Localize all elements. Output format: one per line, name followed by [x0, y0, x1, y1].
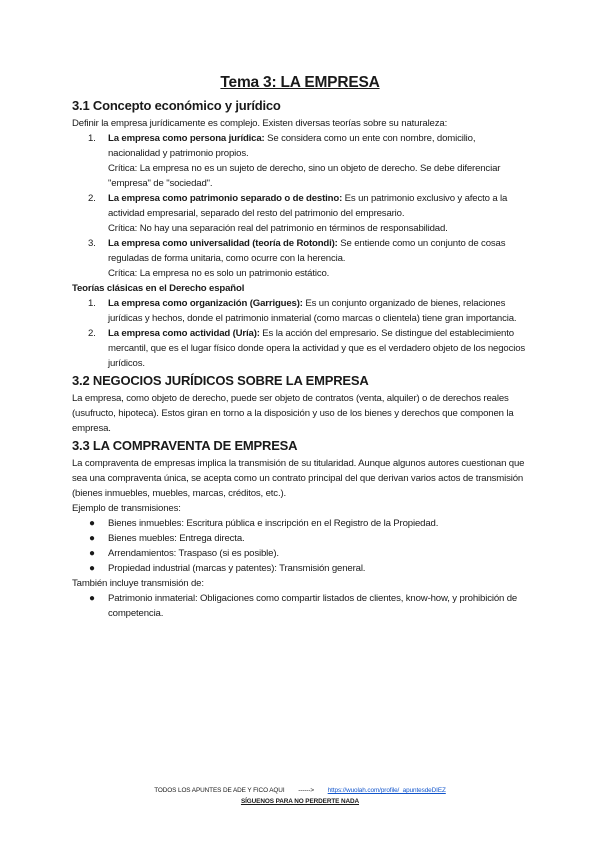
- list-item: [72, 546, 528, 561]
- classic-theories-list: [72, 296, 528, 371]
- item-text: Propiedad industrial (marcas y patentes): Transmisión general.: [108, 563, 366, 574]
- list-item: [72, 191, 528, 236]
- bullet-icon: ●: [89, 533, 95, 544]
- list-item: [72, 236, 528, 281]
- section-heading-3-2: 3.2 NEGOCIOS JURÍDICOS SOBRE LA EMPRESA: [72, 373, 369, 388]
- item-text: Bienes muebles: Entrega directa.: [108, 533, 245, 544]
- list-number: 2.: [88, 193, 96, 204]
- footer-line: [0, 785, 600, 796]
- footer-text: TODOS LOS APUNTES DE ADE Y FICO AQUI: [154, 787, 285, 794]
- item-text: Patrimonio inmaterial: Obligaciones como compartir listados de clientes, know-how, y prohibición de competencia.: [108, 593, 518, 619]
- list-item: [72, 531, 528, 546]
- also-includes-list: [72, 591, 528, 621]
- item-text: Es un patrimonio exclusivo y afecto a la actividad empresarial, separado del resto del patrimonio del empresario.: [108, 193, 508, 219]
- section-heading-3-1: 3.1 Concepto económico y jurídico: [72, 98, 281, 113]
- list-item: [72, 326, 528, 371]
- theories-list: [72, 131, 528, 281]
- document-page: [72, 72, 528, 621]
- bullet-icon: ●: [89, 563, 95, 574]
- list-number: 3.: [88, 238, 96, 249]
- item-term: La empresa como organización (Garrigues):: [108, 298, 303, 309]
- section-heading-3-3: 3.3 LA COMPRAVENTA DE EMPRESA: [72, 438, 298, 453]
- item-text: Es la acción del empresario. Se distingue del establecimiento mercantil, que es el lugar físico donde opera la actividad y que es el verdadero objeto de los negocios jurídicos.: [108, 328, 526, 369]
- classic-theories-subheading: Teorías clásicas en el Derecho español: [72, 283, 245, 294]
- item-term: La empresa como actividad (Uría):: [108, 328, 260, 339]
- item-critica: Crítica: No hay una separación real del patrimonio en términos de responsabilidad.: [108, 223, 448, 234]
- footer-arrow: ------>: [298, 787, 314, 794]
- list-number: 2.: [88, 328, 96, 339]
- list-item: [72, 591, 528, 621]
- list-item: [72, 296, 528, 326]
- item-text: Se entiende como un conjunto de cosas reguladas de forma unitaria, como ocurre con la herencia.: [108, 238, 506, 264]
- list-item: [72, 131, 528, 191]
- item-text: Arrendamientos: Traspaso (si es posible).: [108, 548, 279, 559]
- bullet-icon: ●: [89, 518, 95, 529]
- footer-follow-text: SÍGUENOS PARA NO PERDERTE NADA: [240, 798, 360, 805]
- list-item: [72, 516, 528, 531]
- section-3-2-body: La empresa, como objeto de derecho, puede ser objeto de contratos (venta, alquiler) o de derechos reales (usufructo, hipoteca). Estos giran en torno a la disposición y uso de los bienes y derechos que componen la empresa.: [72, 393, 514, 434]
- list-number: 1.: [88, 298, 96, 309]
- section-3-3-body: La compraventa de empresas implica la transmisión de su titularidad. Aunque algunos autores cuestionan que sea una compraventa única, se acepta como un contrato principal del que derivan varios actos de transmisión (bienes inmuebles, muebles, marcas, créditos, etc.).: [72, 458, 525, 499]
- section-3-1-intro: Definir la empresa jurídicamente es complejo. Existen diversas teorías sobre su naturaleza:: [72, 118, 448, 129]
- item-critica: Crítica: La empresa no es solo un patrimonio estático.: [108, 268, 330, 279]
- item-term: La empresa como universalidad (teoría de Rotondi):: [108, 238, 338, 249]
- bullet-icon: ●: [89, 593, 95, 604]
- bullet-icon: ●: [89, 548, 95, 559]
- item-term: La empresa como persona jurídica:: [108, 133, 265, 144]
- item-text: Es un conjunto organizado de bienes, relaciones jurídicas y hechos, donde el patrimonio inmaterial (como marcas o clientela) tiene gran importancia.: [108, 298, 517, 324]
- examples-list: [72, 516, 528, 576]
- examples-label: Ejemplo de transmisiones:: [72, 503, 181, 514]
- page-title: Tema 3: LA EMPRESA: [220, 74, 380, 91]
- also-includes-label: También incluye transmisión de:: [72, 578, 204, 589]
- list-item: [72, 561, 528, 576]
- item-text: Bienes inmuebles: Escritura pública e inscripción en el Registro de la Propiedad.: [108, 518, 439, 529]
- page-footer: [0, 785, 600, 807]
- list-number: 1.: [88, 133, 96, 144]
- item-text: Se considera como un ente con nombre, domicilio, nacionalidad y patrimonio propios.: [108, 133, 476, 159]
- item-term: La empresa como patrimonio separado o de destino:: [108, 193, 343, 204]
- item-critica: Crítica: La empresa no es un sujeto de derecho, sino un objeto de derecho. Se debe diferenciar "empresa" de "sociedad".: [108, 163, 501, 189]
- wuolah-profile-link[interactable]: https://wuolah.com/profile/_apuntesdeDIEZ: [327, 787, 446, 794]
